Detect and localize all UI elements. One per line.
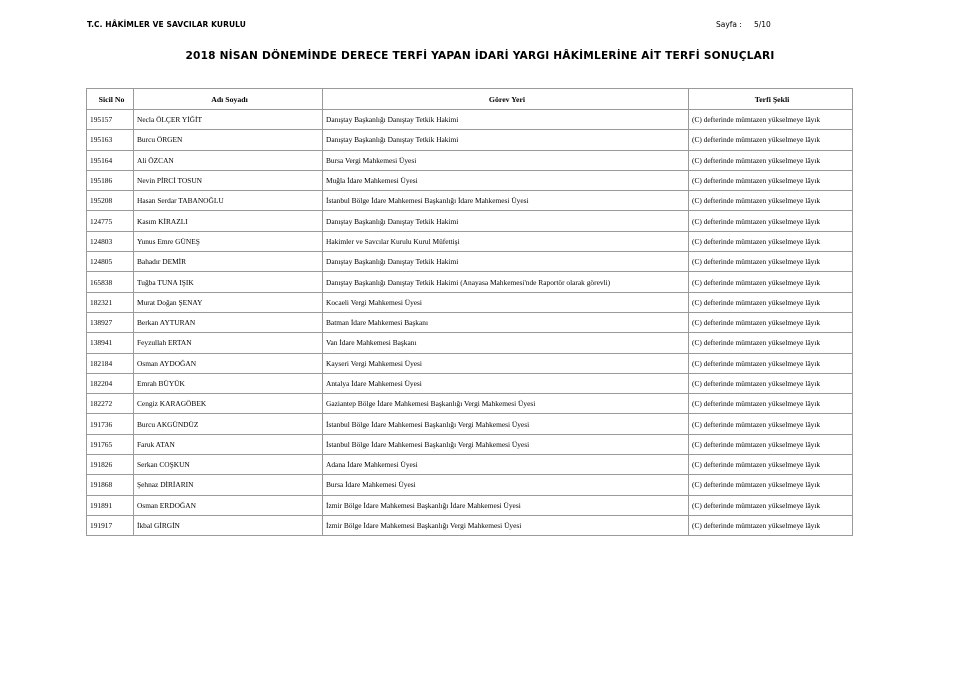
duty-location-cell: Bursa Vergi Mahkemesi Üyesi (323, 150, 689, 170)
promotion-type-cell: (C) defterinde mümtazen yükselmeye lâyık (689, 272, 853, 292)
sicil-no-cell: 182204 (87, 373, 134, 393)
promotion-type-cell: (C) defterinde mümtazen yükselmeye lâyık (689, 455, 853, 475)
promotion-type-cell: (C) defterinde mümtazen yükselmeye lâyık (689, 252, 853, 272)
promotion-type-cell: (C) defterinde mümtazen yükselmeye lâyık (689, 312, 853, 332)
sicil-no-cell: 191917 (87, 515, 134, 535)
promotion-type-cell: (C) defterinde mümtazen yükselmeye lâyık (689, 110, 853, 130)
table-row (87, 333, 853, 353)
sicil-no-cell: 138927 (87, 312, 134, 332)
table-row (87, 373, 853, 393)
duty-location-cell: Danıştay Başkanlığı Danıştay Tetkik Hakimi (323, 211, 689, 231)
sicil-no-cell: 138941 (87, 333, 134, 353)
promotion-type-cell: (C) defterinde mümtazen yükselmeye lâyık (689, 231, 853, 251)
document-title: 2018 NİSAN DÖNEMİNDE DERECE TERFİ YAPAN İDARİ YARGI HÂKİMLERİNE AİT TERFİ SONUÇLARI (185, 50, 775, 62)
name-cell: Faruk ATAN (134, 434, 323, 454)
sicil-no-cell: 124803 (87, 231, 134, 251)
name-cell: Kasım KİRAZLI (134, 211, 323, 231)
table-row (87, 191, 853, 211)
promotion-type-cell: (C) defterinde mümtazen yükselmeye lâyık (689, 292, 853, 312)
sicil-no-cell: 124805 (87, 252, 134, 272)
table-header-row (87, 89, 853, 110)
name-cell: Şehnaz DİRİARIN (134, 475, 323, 495)
sicil-no-cell: 195157 (87, 110, 134, 130)
name-cell: Cengiz KARAGÖBEK (134, 394, 323, 414)
sicil-no-cell: 195163 (87, 130, 134, 150)
sicil-no-cell: 182272 (87, 394, 134, 414)
table-row (87, 475, 853, 495)
table-row (87, 353, 853, 373)
promotion-type-cell: (C) defterinde mümtazen yükselmeye lâyık (689, 150, 853, 170)
duty-location-cell: İzmir Bölge İdare Mahkemesi Başkanlığı Vergi Mahkemesi Üyesi (323, 515, 689, 535)
duty-location-cell: Danıştay Başkanlığı Danıştay Tetkik Hakimi (Anayasa Mahkemesi'nde Raportör olarak görevli) (323, 272, 689, 292)
table-row (87, 515, 853, 535)
name-cell: Nevin PİRCİ TOSUN (134, 170, 323, 190)
duty-location-cell: Danıştay Başkanlığı Danıştay Tetkik Hakimi (323, 252, 689, 272)
promotion-type-cell: (C) defterinde mümtazen yükselmeye lâyık (689, 515, 853, 535)
duty-location-cell: Kayseri Vergi Mahkemesi Üyesi (323, 353, 689, 373)
table-row (87, 495, 853, 515)
name-cell: Serkan COŞKUN (134, 455, 323, 475)
page-number: 5/10 (753, 20, 771, 29)
results-table (86, 88, 853, 536)
promotion-type-cell: (C) defterinde mümtazen yükselmeye lâyık (689, 191, 853, 211)
promotion-type-cell: (C) defterinde mümtazen yükselmeye lâyık (689, 333, 853, 353)
promotion-type-cell: (C) defterinde mümtazen yükselmeye lâyık (689, 414, 853, 434)
name-cell: Burcu AKGÜNDÜZ (134, 414, 323, 434)
sicil-no-cell: 124775 (87, 211, 134, 231)
table-row (87, 394, 853, 414)
duty-location-cell: Danıştay Başkanlığı Danıştay Tetkik Hakimi (323, 110, 689, 130)
sicil-no-cell: 191826 (87, 455, 134, 475)
table-row (87, 455, 853, 475)
column-header-terfi-sekli: Terfi Şekli (689, 89, 853, 110)
table-row (87, 110, 853, 130)
promotion-type-cell: (C) defterinde mümtazen yükselmeye lâyık (689, 495, 853, 515)
name-cell: Yunus Emre GÜNEŞ (134, 231, 323, 251)
table-row (87, 292, 853, 312)
promotion-type-cell: (C) defterinde mümtazen yükselmeye lâyık (689, 475, 853, 495)
column-header-sicil-no: Sicil No (87, 89, 134, 110)
name-cell: Osman AYDOĞAN (134, 353, 323, 373)
promotion-type-cell: (C) defterinde mümtazen yükselmeye lâyık (689, 353, 853, 373)
name-cell: Bahadır DEMİR (134, 252, 323, 272)
table-row (87, 434, 853, 454)
duty-location-cell: Antalya İdare Mahkemesi Üyesi (323, 373, 689, 393)
table-row (87, 252, 853, 272)
name-cell: Burcu ÖRGEN (134, 130, 323, 150)
sicil-no-cell: 195208 (87, 191, 134, 211)
sicil-no-cell: 182321 (87, 292, 134, 312)
name-cell: İkbal GİRGİN (134, 515, 323, 535)
duty-location-cell: Hakimler ve Savcılar Kurulu Kurul Müfettişi (323, 231, 689, 251)
duty-location-cell: Bursa İdare Mahkemesi Üyesi (323, 475, 689, 495)
sicil-no-cell: 191868 (87, 475, 134, 495)
name-cell: Osman ERDOĞAN (134, 495, 323, 515)
sicil-no-cell: 191736 (87, 414, 134, 434)
sicil-no-cell: 165838 (87, 272, 134, 292)
name-cell: Feyzullah ERTAN (134, 333, 323, 353)
duty-location-cell: Adana İdare Mahkemesi Üyesi (323, 455, 689, 475)
sicil-no-cell: 195186 (87, 170, 134, 190)
table-row (87, 130, 853, 150)
duty-location-cell: İzmir Bölge İdare Mahkemesi Başkanlığı İdare Mahkemesi Üyesi (323, 495, 689, 515)
sicil-no-cell: 182184 (87, 353, 134, 373)
name-cell: Emrah BÜYÜK (134, 373, 323, 393)
duty-location-cell: İstanbul Bölge İdare Mahkemesi Başkanlığı İdare Mahkemesi Üyesi (323, 191, 689, 211)
promotion-type-cell: (C) defterinde mümtazen yükselmeye lâyık (689, 394, 853, 414)
name-cell: Necla ÖLÇER YİĞİT (134, 110, 323, 130)
duty-location-cell: Gaziantep Bölge İdare Mahkemesi Başkanlığı Vergi Mahkemesi Üyesi (323, 394, 689, 414)
organization-name: T.C. HÂKİMLER VE SAVCILAR KURULU (87, 20, 246, 29)
table-row (87, 312, 853, 332)
table-row (87, 170, 853, 190)
duty-location-cell: Muğla İdare Mahkemesi Üyesi (323, 170, 689, 190)
promotion-type-cell: (C) defterinde mümtazen yükselmeye lâyık (689, 170, 853, 190)
page-label: Sayfa : (716, 20, 742, 29)
name-cell: Hasan Serdar TABANOĞLU (134, 191, 323, 211)
table-row (87, 272, 853, 292)
name-cell: Murat Doğan ŞENAY (134, 292, 323, 312)
name-cell: Berkan AYTURAN (134, 312, 323, 332)
duty-location-cell: Van İdare Mahkemesi Başkanı (323, 333, 689, 353)
duty-location-cell: Batman İdare Mahkemesi Başkanı (323, 312, 689, 332)
table-row (87, 150, 853, 170)
promotion-type-cell: (C) defterinde mümtazen yükselmeye lâyık (689, 130, 853, 150)
column-header-gorev-yeri: Görev Yeri (323, 89, 689, 110)
promotion-type-cell: (C) defterinde mümtazen yükselmeye lâyık (689, 373, 853, 393)
sicil-no-cell: 195164 (87, 150, 134, 170)
duty-location-cell: Danıştay Başkanlığı Danıştay Tetkik Hakimi (323, 130, 689, 150)
promotion-type-cell: (C) defterinde mümtazen yükselmeye lâyık (689, 211, 853, 231)
name-cell: Tuğba TUNA IŞIK (134, 272, 323, 292)
name-cell: Ali ÖZCAN (134, 150, 323, 170)
duty-location-cell: İstanbul Bölge İdare Mahkemesi Başkanlığı Vergi Mahkemesi Üyesi (323, 434, 689, 454)
table-row (87, 414, 853, 434)
sicil-no-cell: 191765 (87, 434, 134, 454)
page-indicator (716, 20, 771, 29)
duty-location-cell: İstanbul Bölge İdare Mahkemesi Başkanlığı Vergi Mahkemesi Üyesi (323, 414, 689, 434)
sicil-no-cell: 191891 (87, 495, 134, 515)
column-header-adi-soyadi: Adı Soyadı (134, 89, 323, 110)
table-row (87, 231, 853, 251)
duty-location-cell: Kocaeli Vergi Mahkemesi Üyesi (323, 292, 689, 312)
table-row (87, 211, 853, 231)
promotion-type-cell: (C) defterinde mümtazen yükselmeye lâyık (689, 434, 853, 454)
